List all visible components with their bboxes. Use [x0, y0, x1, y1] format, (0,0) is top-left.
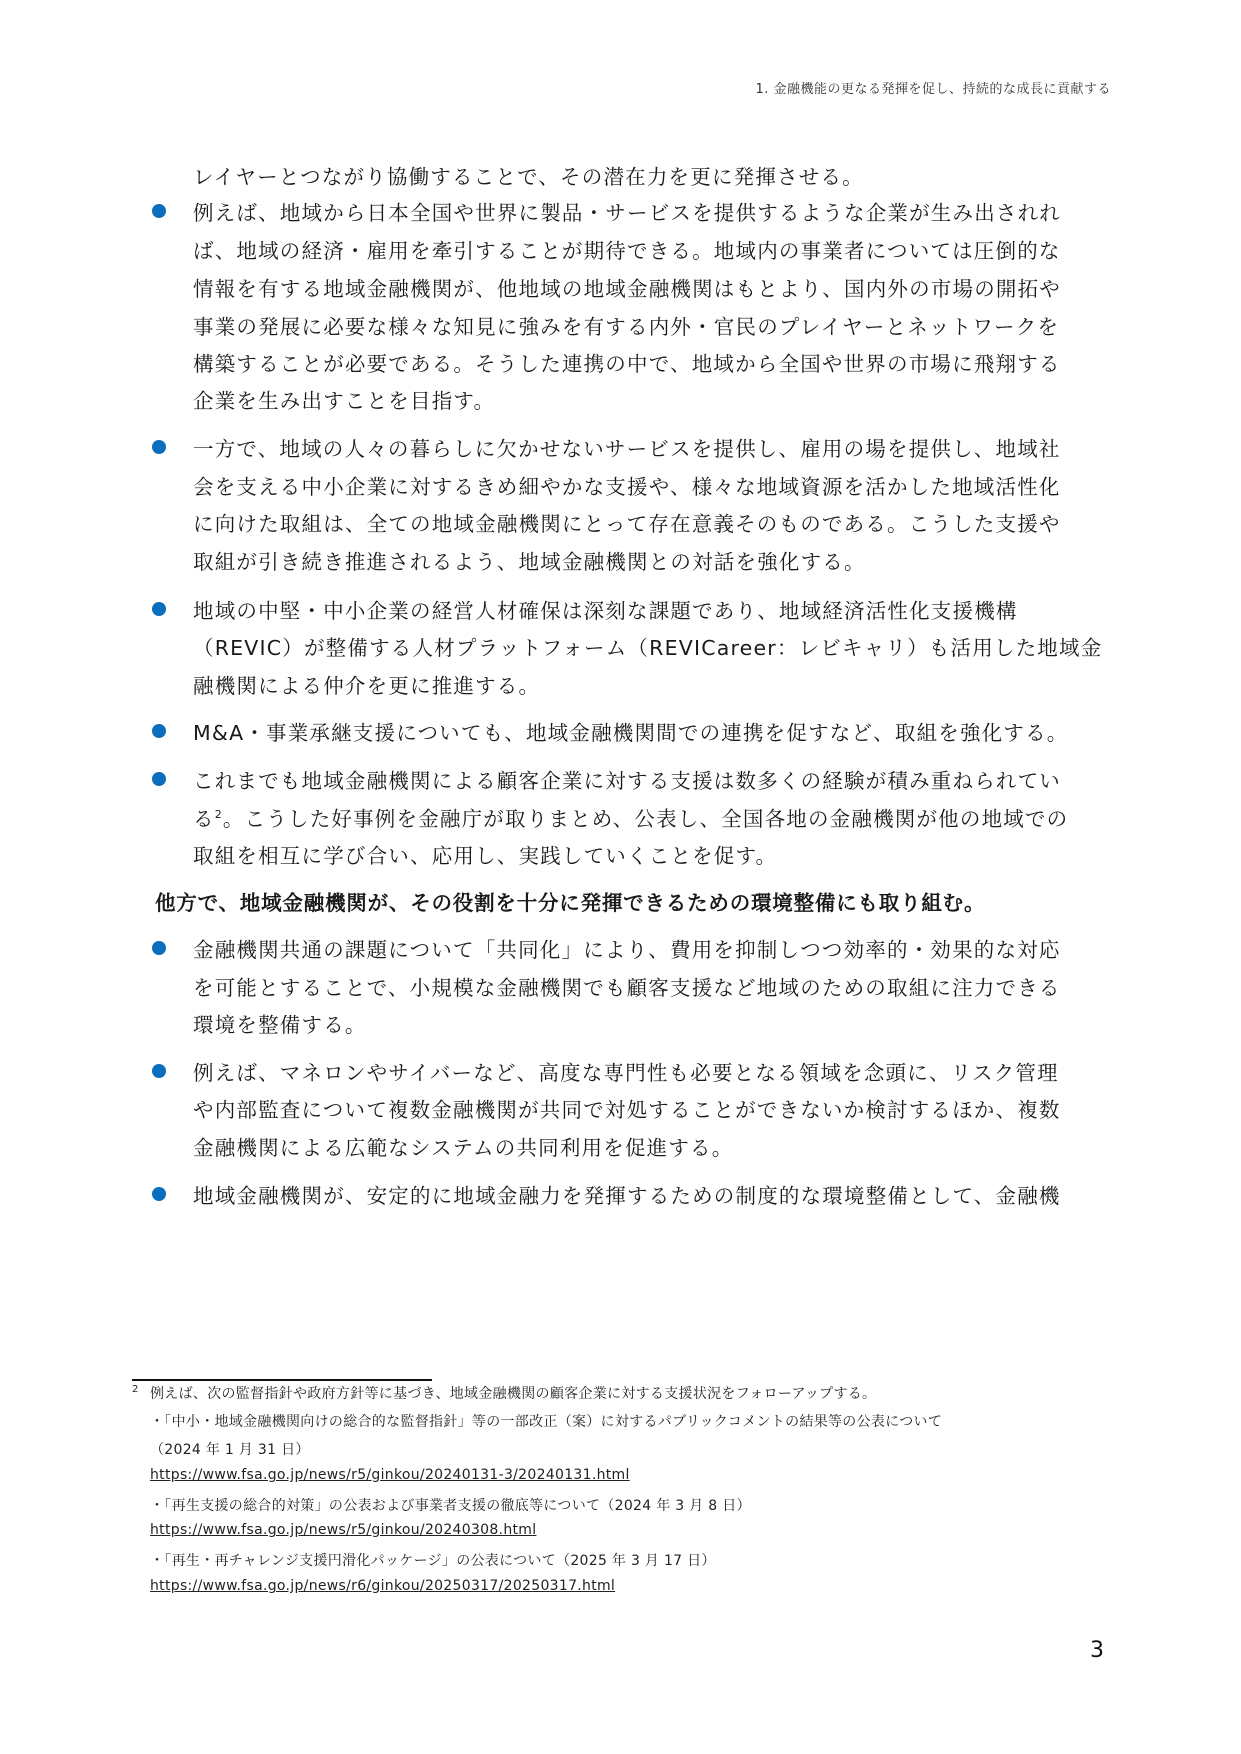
- paragraph-line: 地域金融機関が、安定的に地域金融力を発揮するための制度的な環境整備として、金融機: [193, 1184, 1061, 1208]
- paragraph-line: に向けた取組は、全ての地域金融機関にとって存在意義そのものである。こうした支援や: [193, 512, 1061, 536]
- bullet-icon: [152, 772, 166, 786]
- footnote-item-date: （2024 年 1 月 31 日）: [150, 1442, 310, 1458]
- paragraph-line: 取組を相互に学び合い、応用し、実践していくことを促す。: [193, 844, 778, 868]
- continuation-line: レイヤーとつながり協働することで、その潜在力を更に発揮させる。: [193, 165, 864, 189]
- footnote-url-link[interactable]: https://www.fsa.go.jp/news/r5/ginkou/20240308.html: [150, 1522, 537, 1538]
- footnote-url-link[interactable]: https://www.fsa.go.jp/news/r6/ginkou/20250317/20250317.html: [150, 1578, 616, 1594]
- line-start: る: [193, 807, 215, 831]
- paragraph-line: 事業の発展に必要な様々な知見に強みを有する内外・官民のプレイヤーとネットワークを: [193, 315, 1060, 339]
- bullet-icon: [152, 724, 166, 738]
- paragraph-line: 一方で、地域の人々の暮らしに欠かせないサービスを提供し、雇用の場を提供し、地域社: [193, 437, 1061, 461]
- paragraph-line: 構築することが必要である。そうした連携の中で、地域から全国や世界の市場に飛翔する: [193, 352, 1061, 376]
- paragraph-line: [193, 802, 1068, 832]
- footnote-item-title: ・「再生支援の総合的対策」の公表および事業者支援の徹底等について（2024 年 3 月 8 日）: [150, 1498, 751, 1514]
- bullet-icon: [152, 1064, 166, 1078]
- paragraph-line: 金融機関共通の課題について「共同化」により、費用を抑制しつつ効率的・効果的な対応: [193, 938, 1061, 962]
- paragraph-line: 環境を整備する。: [193, 1013, 367, 1037]
- bullet-icon: [152, 204, 166, 218]
- footnote-link: [150, 1578, 615, 1594]
- bullet-icon: [152, 602, 166, 616]
- paragraph-line: 融機関による仲介を更に推進する。: [193, 674, 541, 698]
- bullet-icon: [152, 941, 166, 955]
- paragraph-line: ば、地域の経済・雇用を牽引することが期待できる。地域内の事業者については圧倒的な: [193, 239, 1061, 263]
- paragraph-line: を可能とすることで、小規模な金融機関でも顧客支援など地域のための取組に注力できる: [193, 976, 1061, 1000]
- paragraph-line: 企業を生み出すことを目指す。: [193, 389, 496, 413]
- footnote-item-title: ・「中小・地域金融機関向けの総合的な監督指針」等の一部改正（案）に対するパブリックコメントの結果等の公表について: [150, 1414, 943, 1430]
- section-heading: 他方で、地域金融機関が、その役割を十分に発揮できるための環境整備にも取り組む。: [155, 891, 986, 915]
- paragraph-line: 会を支える中小企業に対するきめ細やかな支援や、様々な地域資源を活かした地域活性化: [193, 475, 1061, 499]
- paragraph-line: 取組が引き続き推進されるよう、地域金融機関との対話を強化する。: [193, 550, 866, 574]
- footnote-ref[interactable]: 2: [214, 808, 223, 822]
- footnote-number: 2: [132, 1384, 139, 1395]
- running-header: 1. 金融機能の更なる発揮を促し、持続的な成長に貢献する: [755, 82, 1111, 97]
- bullet-icon: [152, 1187, 166, 1201]
- line-rest: 。こうした好事例を金融庁が取りまとめ、公表し、全国各地の金融機関が他の地域での: [222, 807, 1069, 831]
- paragraph-line: 例えば、地域から日本全国や世界に製品・サービスを提供するような企業が生み出されれ: [193, 201, 1061, 225]
- paragraph-line: これまでも地域金融機関による顧客企業に対する支援は数多くの経験が積み重ねられてい: [193, 769, 1061, 793]
- bullet-icon: [152, 440, 166, 454]
- paragraph-line: 金融機関による広範なシステムの共同利用を促進する。: [193, 1136, 734, 1160]
- paragraph-line: 例えば、マネロンやサイバーなど、高度な専門性も必要となる領域を念頭に、リスク管理: [193, 1061, 1059, 1085]
- footnote-divider: [132, 1379, 432, 1381]
- paragraph-line: （REVIC）が整備する人材プラットフォーム（REVICareer：レビキャリ）も活用した地域金: [193, 636, 1103, 660]
- footnote-url-link[interactable]: https://www.fsa.go.jp/news/r5/ginkou/20240131-3/20240131.html: [150, 1467, 630, 1483]
- footnote-item-title: ・「再生・再チャレンジ支援円滑化パッケージ」の公表について（2025 年 3 月 17 日）: [150, 1553, 716, 1569]
- footnote-link: [150, 1467, 630, 1483]
- paragraph-line: M&A・事業承継支援についても、地域金融機関間での連携を促すなど、取組を強化する。: [193, 721, 1069, 745]
- paragraph-line: 情報を有する地域金融機関が、他地域の地域金融機関はもとより、国内外の市場の開拓や: [193, 277, 1061, 301]
- footnote-link: [150, 1522, 536, 1538]
- paragraph-line: や内部監査について複数金融機関が共同で対処することができないか検討するほか、複数: [193, 1098, 1061, 1122]
- page-number: 3: [1090, 1638, 1104, 1663]
- footnote-intro: 例えば、次の監督指針や政府方針等に基づき、地域金融機関の顧客企業に対する支援状況をフォローアップする。: [150, 1386, 877, 1402]
- paragraph-line: 地域の中堅・中小企業の経営人材確保は深刻な課題であり、地域経済活性化支援機構: [193, 599, 1018, 623]
